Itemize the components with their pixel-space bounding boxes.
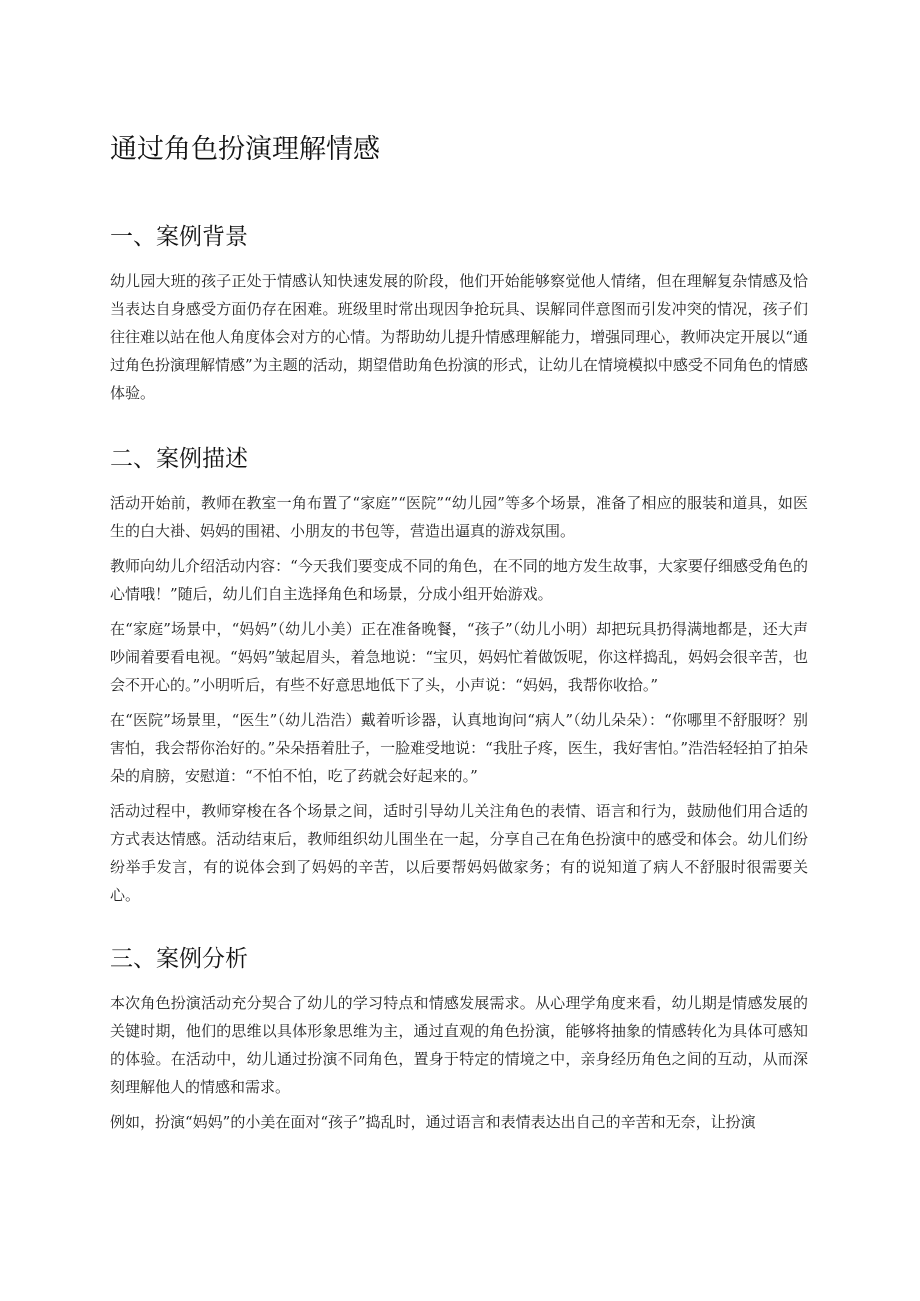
section-background xyxy=(110,217,808,407)
section-analysis xyxy=(110,939,808,1136)
paragraph: 在“医院”场景里，“医生”（幼儿浩浩）戴着听诊器，认真地询问“病人”（幼儿朵朵）：“你哪里不舒服呀？别害怕，我会帮你治好的。”朵朵捂着肚子，一脸难受地说：“我肚子疼，医生，我好害怕。”浩浩轻轻拍了拍朵朵的肩膀，安慰道：“不怕不怕，吃了药就会好起来的。” xyxy=(110,711,809,785)
paragraph: 活动开始前，教师在教室一角布置了“家庭”“医院”“幼儿园”等多个场景，准备了相应的服装和道具，如医生的白大褂、妈妈的围裙、小朋友的书包等，营造出逼真的游戏氛围。 xyxy=(110,494,808,540)
paragraph: 活动过程中，教师穿梭在各个场景之间，适时引导幼儿关注角色的表情、语言和行为，鼓励他们用合适的方式表达情感。活动结束后，教师组织幼儿围坐在一起，分享自己在角色扮演中的感受和体会。幼儿们纷纷举手发言，有的说体会到了妈妈的辛苦，以后要帮妈妈做家务；有的说知道了病人不舒服时很需要关心。 xyxy=(110,802,808,904)
paragraph: 幼儿园大班的孩子正处于情感认知快速发展的阶段，他们开始能够察觉他人情绪，但在理解复杂情感及恰当表达自身感受方面仍存在困难。班级里时常出现因争抢玩具、误解同伴意图而引发冲突的情况，孩子们往往难以站在他人角度体会对方的心情。为帮助幼儿提升情感理解能力，增强同理心，教师决定开展以“通过角色扮演理解情感”为主题的活动，期望借助角色扮演的形式，让幼儿在情境模拟中感受不同角色的情感体验。 xyxy=(110,272,808,402)
section-heading: 二、案例描述 xyxy=(110,446,248,472)
document-title: 通过角色扮演理解情感 xyxy=(110,134,380,165)
paragraph: 本次角色扮演活动充分契合了幼儿的学习特点和情感发展需求。从心理学角度来看，幼儿期是情感发展的关键时期，他们的思维以具体形象思维为主，通过直观的角色扮演，能够将抽象的情感转化为具体可感知的体验。在活动中，幼儿通过扮演不同角色，置身于特定的情境之中，亲身经历角色之间的互动，从而深刻理解他人的情感和需求。 xyxy=(110,994,808,1096)
document-page xyxy=(110,128,808,1166)
section-heading: 三、案例分析 xyxy=(110,946,248,972)
paragraph: 例如，扮演“妈妈”的小美在面对“孩子”捣乱时，通过语言和表情表达出自己的辛苦和无奈，让扮演 xyxy=(110,1113,756,1131)
section-heading: 一、案例背景 xyxy=(110,224,248,250)
paragraph: 教师向幼儿介绍活动内容：“今天我们要变成不同的角色，在不同的地方发生故事，大家要仔细感受角色的心情哦！”随后，幼儿们自主选择角色和场景，分成小组开始游戏。 xyxy=(110,557,808,603)
paragraph: 在“家庭”场景中，“妈妈”（幼儿小美）正在准备晚餐，“孩子”（幼儿小明）却把玩具扔得满地都是，还大声吵闹着要看电视。“妈妈”皱起眉头，着急地说：“宝贝，妈妈忙着做饭呢，你这样捣乱，妈妈会很辛苦，也会不开心的。”小明听后，有些不好意思地低下了头，小声说：“妈妈，我帮你收拾。” xyxy=(110,620,809,694)
section-description xyxy=(110,439,808,909)
